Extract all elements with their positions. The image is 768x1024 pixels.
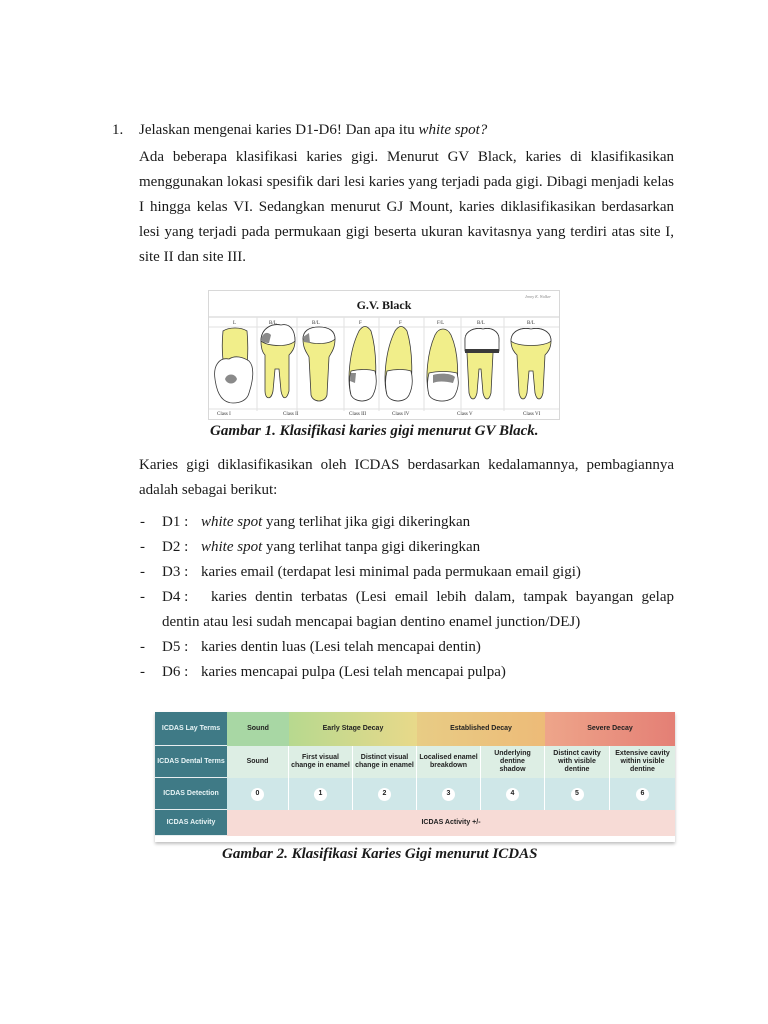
question-text [139,122,487,139]
lay-term-cell: Early Stage Decay [289,712,417,746]
icdas-row-dental-terms [155,746,675,778]
detection-code: 4 [506,788,519,801]
dental-term-cell [481,746,545,778]
list-code: D5 : [162,639,189,655]
question-text-main: Jelaskan mengenai karies D1-D6! Dan apa itu [139,122,419,138]
list-dash: - [140,639,145,655]
lay-term-cell: Severe Decay [545,712,675,746]
figure1-caption: Gambar 1. Klasifikasi karies gigi menurut GV Black. [210,423,539,439]
dental-term-line1: Distinct cavity [553,750,601,757]
dental-term-line1: Localised enamel [419,754,478,761]
list-code: D4 : [162,589,189,605]
fig1-top-label: F [399,321,402,326]
fig1-signature: Jenny K. Walker [524,294,551,299]
list-item [140,539,675,564]
list-item-continuation: dentin atau lesi sudah mencapai bagian dentino enamel junction/DEJ) [162,614,581,630]
icdas-row-activity [155,810,675,836]
fig1-top-label: B/L [477,321,485,326]
detection-code: 5 [571,788,584,801]
fig1-top-label: F/L [437,321,445,326]
list-item [140,589,675,614]
icdas-row-lay-terms [155,712,675,746]
icdas-table [155,712,675,842]
activity-cell: ICDAS Activity +/- [227,810,675,836]
list-text-rest: yang terlihat tanpa gigi dikeringkan [262,539,481,555]
detection-cell [545,778,610,810]
dental-term-cell [417,746,481,778]
gv-black-figure [208,290,560,420]
row-header: ICDAS Activity [155,810,227,836]
fig1-class-label: Class II [283,412,299,417]
list-item [140,564,675,589]
dental-term-cell [227,746,289,778]
tooth-5-class-iii [349,327,376,402]
list-text [201,514,470,531]
detection-code: 2 [378,788,391,801]
fig1-top-label: B/L [312,321,320,326]
dental-term-line1: Sound [246,758,269,765]
detection-cell [353,778,417,810]
row-header: ICDAS Detection [155,778,227,810]
tooth-2-class-i [215,357,253,403]
fig1-class-label: Class III [349,412,367,417]
list-item [140,639,675,664]
tooth-6-class-iv [385,327,412,402]
fig1-top-label: B/L [269,321,277,326]
row-header: ICDAS Lay Terms [155,712,227,746]
list-dash: - [140,589,145,605]
list-text: karies dentin luas (Lesi telah mencapai dentin) [201,639,481,655]
list-code: D2 : [162,539,189,555]
paragraph-icdas: Karies gigi diklasifikasikan oleh ICDAS berdasarkan kedalamannya, pembagiannya adalah sebagai berikut: [139,457,674,498]
tooth-8 [465,328,499,399]
paragraph-gv-black: Ada beberapa klasifikasi karies gigi. Menurut GV Black, karies di klasifikasikan menggunakan lokasi spesifik dari lesi karies yang terjadi pada gigi. Dibagi menjadi kelas I hingga kelas VI. Sedangkan menurut GJ Mount, karies diklasifikasikan berdasarkan lesi yang terjadi pada permukaan gigi beserta ukuran kavitasnya yang terdiri atas site I, site II dan site III. [139,149,674,265]
dental-term-line1: Extensive cavity [615,750,670,757]
list-dash: - [140,664,145,680]
list-code: D1 : [162,514,189,530]
list-italic: white spot [201,539,263,555]
detection-code: 3 [442,788,455,801]
detection-code: 6 [636,788,649,801]
figure2-caption: Gambar 2. Klasifikasi Karies Gigi menurut ICDAS [222,846,538,862]
detection-cell [289,778,353,810]
list-italic: white spot [201,514,263,530]
fig1-class-label: Class V [457,412,473,417]
list-text: karies email (terdapat lesi minimal pada permukaan email gigi) [201,564,581,580]
list-item [140,664,675,689]
lay-term-cell: Sound [227,712,289,746]
tooth-9-class-vi [511,329,551,400]
list-dash: - [140,514,145,530]
dental-term-cell [353,746,417,778]
fig1-top-label: B/L [527,321,535,326]
lay-term-cell: Established Decay [417,712,545,746]
icdas-row-detection [155,778,675,810]
list-code: D3 : [162,564,189,580]
list-text [201,539,480,556]
fig1-class-label: Class IV [392,412,410,417]
dental-term-cell [545,746,610,778]
detection-cell [481,778,545,810]
dental-term-line2: change in enamel [355,762,414,769]
row-header: ICDAS Dental Terms [155,746,227,778]
tooth-4 [303,327,335,401]
dental-term-line2: breakdown [430,762,467,769]
dental-term-line1: First visual [302,754,339,761]
list-text-rest: yang terlihat jika gigi dikeringkan [262,514,471,530]
detection-cell [610,778,675,810]
detection-cell [227,778,289,810]
dental-term-line1: Underlying dentine [494,750,531,765]
tooth-7-class-v [427,329,458,401]
fig1-class-label: Class I [217,412,231,417]
list-text: karies mencapai pulpa (Lesi telah mencapai pulpa) [201,664,506,680]
list-dash: - [140,539,145,555]
dental-term-cell [610,746,675,778]
list-code: D6 : [162,664,189,680]
list-item [140,514,675,539]
list-text: karies dentin terbatas (Lesi email lebih dalam, tampak bayangan gelap [211,589,674,605]
fig1-top-label: L [233,321,237,326]
question-number: 1. [112,122,124,138]
dental-term-line2: within visible dentine [620,758,665,773]
fig1-top-label: F [359,321,362,326]
dental-term-line1: Distinct visual [360,754,409,761]
detection-code: 1 [314,788,327,801]
dental-term-line2: shadow [499,766,526,773]
tooth-3-class-ii [261,325,295,398]
fig1-title: G.V. Black [356,298,412,312]
list-dash: - [140,564,145,580]
question-text-italic: white spot? [418,122,488,138]
dental-term-line2: with visible dentine [558,758,596,773]
fig1-class-label: Class VI [523,412,541,417]
detection-code: 0 [251,788,264,801]
dental-term-cell [289,746,353,778]
dental-term-line2: change in enamel [291,762,350,769]
detection-cell [417,778,481,810]
